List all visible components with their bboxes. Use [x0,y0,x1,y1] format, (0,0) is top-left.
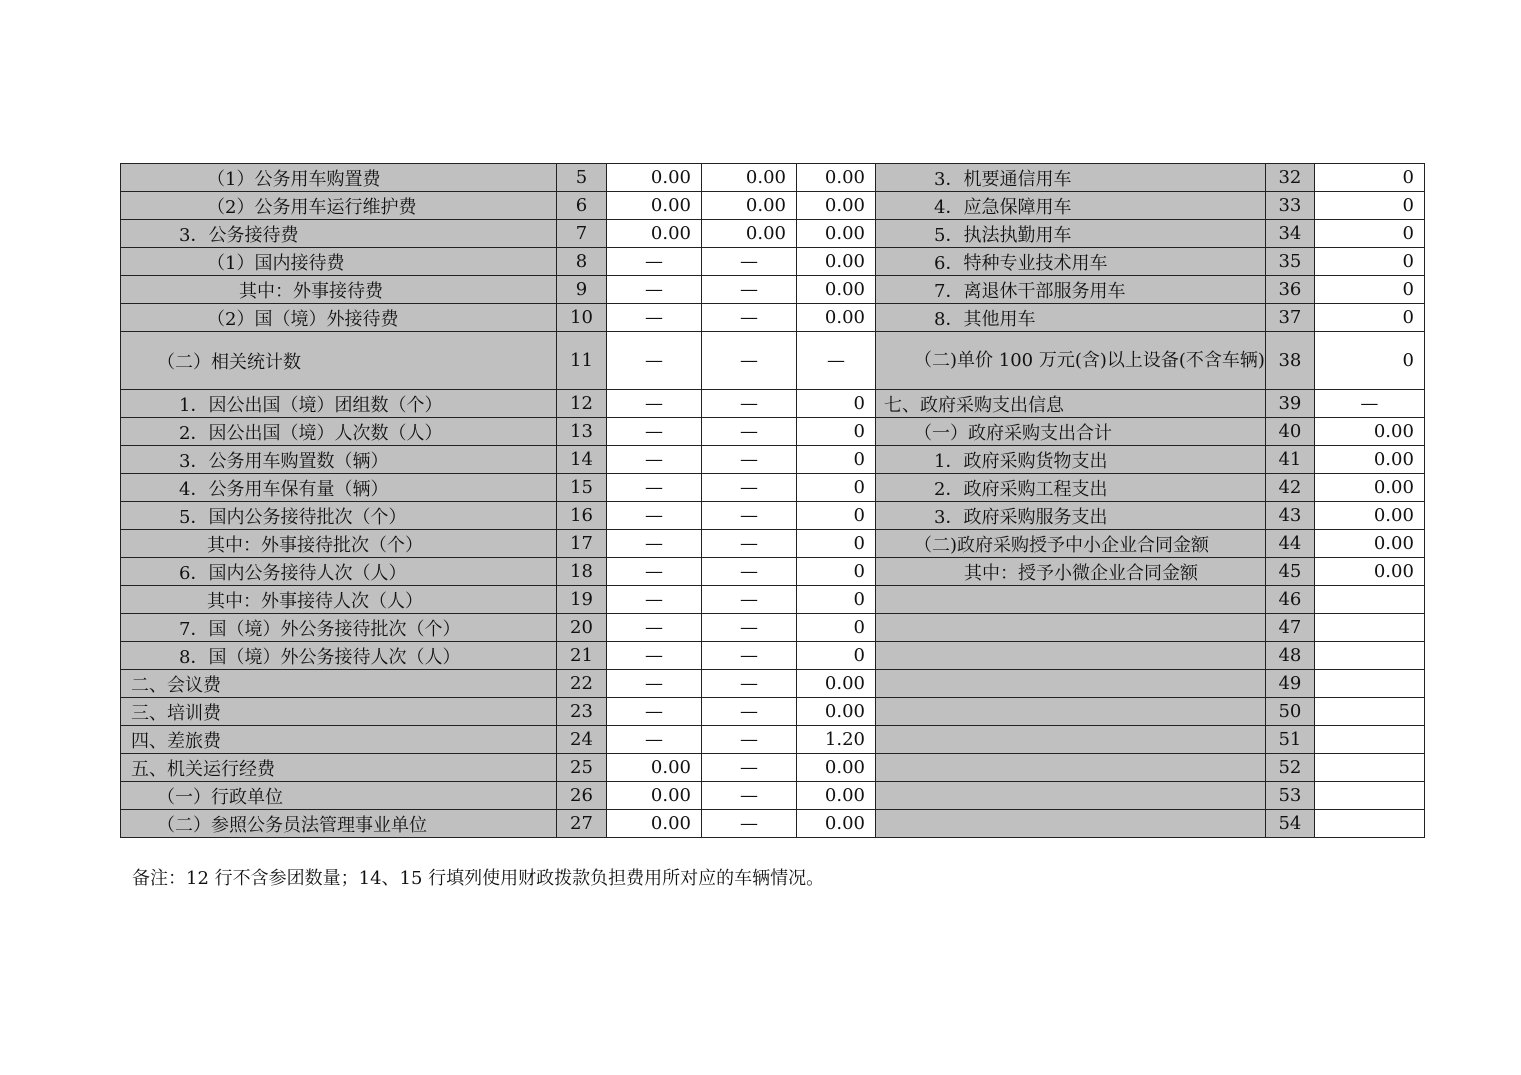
value-cell-3: 0 [797,586,876,614]
value-cell-3: 0.00 [797,698,876,726]
right-row-number: 46 [1265,586,1314,614]
row-label: 6．国内公务接待人次（人） [121,558,557,586]
right-row-number: 43 [1265,502,1314,530]
statistics-table [120,163,1425,838]
right-value-cell [1314,614,1424,642]
value-cell-1: 0.00 [607,220,702,248]
row-number: 22 [557,670,607,698]
value-cell-2: 0.00 [702,192,797,220]
right-row-label [876,698,1266,726]
value-cell-3: 0.00 [797,192,876,220]
value-cell-1: — [607,418,702,446]
table-row [121,474,1425,502]
right-row-label [876,642,1266,670]
table-row [121,558,1425,586]
right-row-label [876,810,1266,838]
row-label: 7．国（境）外公务接待批次（个） [121,614,557,642]
value-cell-1: — [607,726,702,754]
value-cell-3: 0 [797,614,876,642]
table-row [121,332,1425,390]
right-row-label [876,726,1266,754]
right-row-number: 35 [1265,248,1314,276]
row-number: 23 [557,698,607,726]
value-cell-2: — [702,698,797,726]
row-number: 25 [557,754,607,782]
row-number: 16 [557,502,607,530]
right-row-number: 33 [1265,192,1314,220]
value-cell-2: 0.00 [702,164,797,192]
right-row-label: 2．政府采购工程支出 [876,474,1266,502]
right-row-number: 45 [1265,558,1314,586]
value-cell-3: 0.00 [797,810,876,838]
row-label: 其中：外事接待批次（个） [121,530,557,558]
right-value-cell: 0.00 [1314,502,1424,530]
right-row-label [876,782,1266,810]
right-row-label [876,586,1266,614]
value-cell-2: — [702,670,797,698]
value-cell-3: 0 [797,642,876,670]
table-row [121,220,1425,248]
right-value-cell [1314,670,1424,698]
right-row-label: （二)单价 100 万元(含)以上设备(不含车辆) [876,332,1266,390]
table-row [121,276,1425,304]
row-label: 5．国内公务接待批次（个） [121,502,557,530]
right-row-label: 5．执法执勤用车 [876,220,1266,248]
value-cell-1: — [607,530,702,558]
right-value-cell: 0 [1314,220,1424,248]
row-label: （1）国内接待费 [121,248,557,276]
value-cell-3: 0.00 [797,304,876,332]
value-cell-1: — [607,614,702,642]
value-cell-3: 0.00 [797,276,876,304]
table-row [121,614,1425,642]
row-label: （一）行政单位 [121,782,557,810]
value-cell-1: — [607,276,702,304]
value-cell-3: 0 [797,446,876,474]
right-value-cell: 0.00 [1314,474,1424,502]
right-row-label [876,754,1266,782]
right-row-label: 8．其他用车 [876,304,1266,332]
right-row-label: 4．应急保障用车 [876,192,1266,220]
right-value-cell: 0.00 [1314,530,1424,558]
right-value-cell [1314,642,1424,670]
right-row-number: 39 [1265,390,1314,418]
right-row-label [876,614,1266,642]
right-row-number: 48 [1265,642,1314,670]
value-cell-2: — [702,530,797,558]
right-row-number: 37 [1265,304,1314,332]
row-label: 二、会议费 [121,670,557,698]
value-cell-2: — [702,418,797,446]
right-row-number: 40 [1265,418,1314,446]
row-number: 7 [557,220,607,248]
value-cell-3: 0 [797,530,876,558]
row-number: 5 [557,164,607,192]
value-cell-3: 0.00 [797,248,876,276]
table-row [121,304,1425,332]
row-label: （2）公务用车运行维护费 [121,192,557,220]
value-cell-3: 0 [797,474,876,502]
right-value-cell: 0 [1314,248,1424,276]
right-value-cell: 0 [1314,332,1424,390]
row-number: 15 [557,474,607,502]
right-value-cell: 0 [1314,164,1424,192]
value-cell-1: — [607,558,702,586]
value-cell-3: 0.00 [797,754,876,782]
value-cell-1: — [607,474,702,502]
right-row-number: 53 [1265,782,1314,810]
right-value-cell: 0.00 [1314,418,1424,446]
value-cell-2: — [702,332,797,390]
table-row [121,586,1425,614]
value-cell-3: 0 [797,558,876,586]
value-cell-2: — [702,276,797,304]
table-row [121,446,1425,474]
right-value-cell [1314,586,1424,614]
right-row-label: 1．政府采购货物支出 [876,446,1266,474]
row-number: 21 [557,642,607,670]
value-cell-2: — [702,586,797,614]
value-cell-1: 0.00 [607,754,702,782]
table-row [121,418,1425,446]
right-row-number: 47 [1265,614,1314,642]
row-label: 五、机关运行经费 [121,754,557,782]
row-number: 9 [557,276,607,304]
value-cell-2: — [702,782,797,810]
row-label: 其中：外事接待费 [121,276,557,304]
row-label: 三、培训费 [121,698,557,726]
row-number: 8 [557,248,607,276]
footnote: 备注：12 行不含参团数量；14、15 行填列使用财政拨款负担费用所对应的车辆情况。 [132,868,825,889]
value-cell-1: 0.00 [607,810,702,838]
right-row-number: 42 [1265,474,1314,502]
value-cell-2: 0.00 [702,220,797,248]
value-cell-1: — [607,642,702,670]
table-row [121,726,1425,754]
row-number: 26 [557,782,607,810]
value-cell-3: 0.00 [797,164,876,192]
right-row-number: 41 [1265,446,1314,474]
row-label: 四、差旅费 [121,726,557,754]
value-cell-1: — [607,698,702,726]
row-number: 18 [557,558,607,586]
right-row-number: 54 [1265,810,1314,838]
row-number: 14 [557,446,607,474]
value-cell-3: 0 [797,390,876,418]
right-row-number: 38 [1265,332,1314,390]
value-cell-3: — [797,332,876,390]
value-cell-2: — [702,502,797,530]
table-row [121,164,1425,192]
value-cell-1: 0.00 [607,782,702,810]
value-cell-1: — [607,670,702,698]
row-number: 27 [557,810,607,838]
right-row-number: 51 [1265,726,1314,754]
value-cell-1: — [607,502,702,530]
right-row-label [876,670,1266,698]
row-number: 13 [557,418,607,446]
table-row [121,530,1425,558]
row-number: 17 [557,530,607,558]
value-cell-2: — [702,390,797,418]
right-value-cell [1314,810,1424,838]
row-label: 3．公务接待费 [121,220,557,248]
row-label: 2．因公出国（境）人次数（人） [121,418,557,446]
right-value-cell: 0 [1314,276,1424,304]
value-cell-2: — [702,614,797,642]
table-row [121,810,1425,838]
value-cell-3: 1.20 [797,726,876,754]
right-row-label: 7．离退休干部服务用车 [876,276,1266,304]
right-value-cell: 0.00 [1314,446,1424,474]
table-row [121,754,1425,782]
value-cell-1: 0.00 [607,192,702,220]
value-cell-2: — [702,558,797,586]
table-row [121,698,1425,726]
right-value-cell: 0.00 [1314,558,1424,586]
right-value-cell [1314,726,1424,754]
row-label: 3．公务用车购置数（辆） [121,446,557,474]
right-row-label: （一）政府采购支出合计 [876,418,1266,446]
row-label: 1．因公出国（境）团组数（个） [121,390,557,418]
right-row-label: 3．机要通信用车 [876,164,1266,192]
row-label: 其中：外事接待人次（人） [121,586,557,614]
right-value-cell [1314,754,1424,782]
right-value-cell: 0 [1314,304,1424,332]
table-row [121,670,1425,698]
value-cell-3: 0.00 [797,782,876,810]
value-cell-3: 0 [797,418,876,446]
row-number: 11 [557,332,607,390]
right-row-number: 50 [1265,698,1314,726]
row-number: 6 [557,192,607,220]
value-cell-2: — [702,474,797,502]
row-label: （1）公务用车购置费 [121,164,557,192]
row-number: 10 [557,304,607,332]
table-row [121,502,1425,530]
value-cell-2: — [702,446,797,474]
right-row-label: 七、政府采购支出信息 [876,390,1266,418]
row-label: （2）国（境）外接待费 [121,304,557,332]
value-cell-3: 0 [797,502,876,530]
table-row [121,192,1425,220]
value-cell-3: 0.00 [797,220,876,248]
right-row-label: 其中：授予小微企业合同金额 [876,558,1266,586]
value-cell-2: — [702,642,797,670]
row-label: 4．公务用车保有量（辆） [121,474,557,502]
row-number: 20 [557,614,607,642]
right-value-cell [1314,698,1424,726]
right-value-cell: 0 [1314,192,1424,220]
value-cell-1: — [607,390,702,418]
value-cell-2: — [702,810,797,838]
value-cell-2: — [702,726,797,754]
table-row [121,642,1425,670]
right-row-label: 6．特种专业技术用车 [876,248,1266,276]
value-cell-1: 0.00 [607,164,702,192]
value-cell-2: — [702,248,797,276]
value-cell-2: — [702,304,797,332]
right-row-number: 49 [1265,670,1314,698]
value-cell-1: — [607,304,702,332]
value-cell-1: — [607,586,702,614]
row-number: 19 [557,586,607,614]
right-row-label: 3．政府采购服务支出 [876,502,1266,530]
row-label: （二）相关统计数 [121,332,557,390]
right-row-number: 36 [1265,276,1314,304]
row-label: （二）参照公务员法管理事业单位 [121,810,557,838]
value-cell-2: — [702,754,797,782]
value-cell-3: 0.00 [797,670,876,698]
table-row [121,782,1425,810]
table-row [121,390,1425,418]
value-cell-1: — [607,446,702,474]
table-row [121,248,1425,276]
row-number: 24 [557,726,607,754]
right-row-number: 32 [1265,164,1314,192]
right-row-number: 34 [1265,220,1314,248]
value-cell-1: — [607,332,702,390]
right-value-cell: — [1314,390,1424,418]
right-row-number: 52 [1265,754,1314,782]
right-row-label: （二)政府采购授予中小企业合同金额 [876,530,1266,558]
row-number: 12 [557,390,607,418]
value-cell-1: — [607,248,702,276]
right-row-number: 44 [1265,530,1314,558]
right-value-cell [1314,782,1424,810]
row-label: 8．国（境）外公务接待人次（人） [121,642,557,670]
